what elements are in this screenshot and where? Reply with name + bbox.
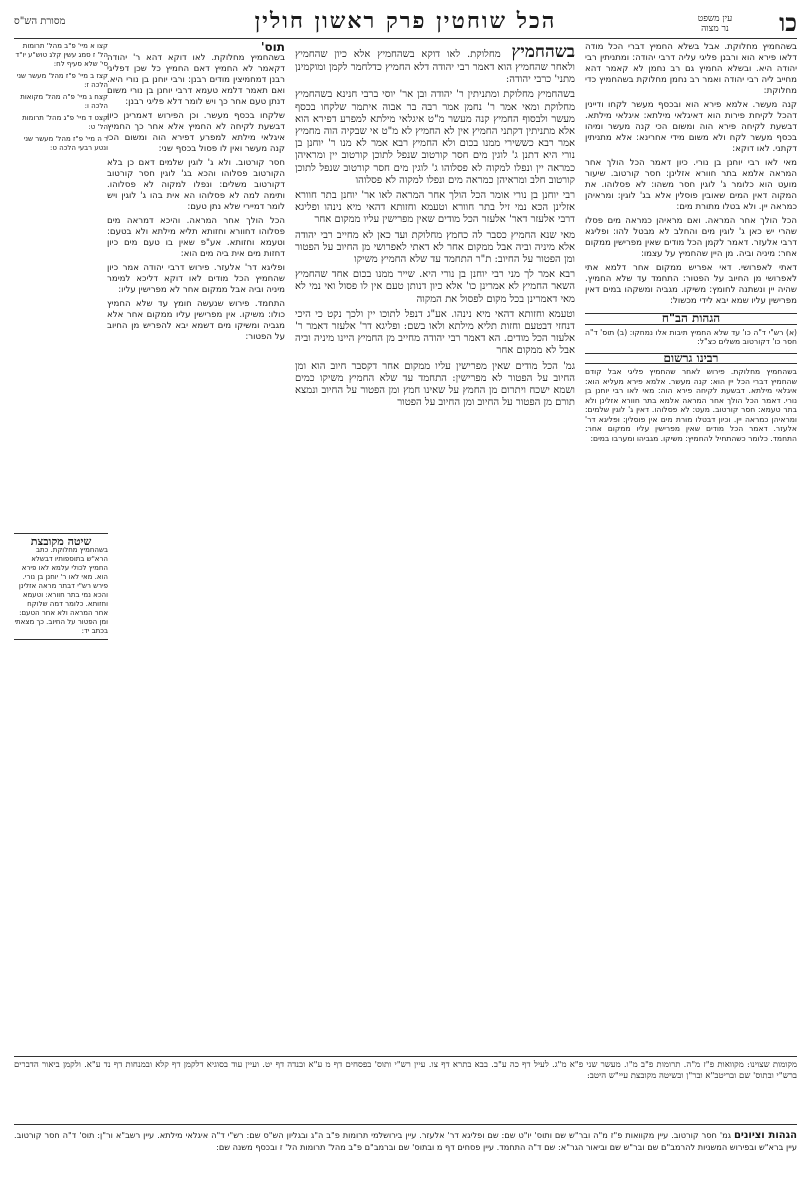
tosafot-paragraph: בשהחמיץ מחלוקת. לאו דוקא דהא ר' יהודה דקאמר לא החמיץ דאם החמיץ כל שכן דפליגי רבנן דמחמיצין מודים רבנן: ורבי יוחנן בן נורי היא. ואם תאמר דלמא טעמא דרבי יוחנן בן נורי משום דנתן טעם אחר כך ויש לומר דלא פליגי רבנן:: [107, 53, 285, 107]
hagahot-box: [585, 313, 797, 347]
footer-rule: [14, 1124, 797, 1125]
shita-mekubetzet-title: שיטה מקובצת: [30, 535, 92, 548]
footer-notes: [14, 1130, 797, 1190]
ein-mishpat-entry: קצז ב מיי' פ"ז מהל' מעשר שני הלכה ז:: [16, 72, 108, 89]
tosafot-column: [107, 42, 285, 1052]
bottom-commentary: מקומות שצוינו: מקוואות פ"ז מ"ה. תרומות פ"ב מ"ו. מעשר שני פ"א מ"ג. לעיל דף כה ע"ב. בבא בתרא דף צו. עיין רש"י ותוס' בפסחים דף מ ע"א ובנדה דף יט. ועיין עוד בסוגיא דלקמן דף קלא ובמנחות דף נד ע"א. ולקמן ביאור הדברים ברש"י ובתוס' שם ובריטב"א ובר"ן ובשיטה מקובצת עיי"ש היטב:: [14, 1060, 797, 1081]
tosafot-paragraph: חסר קורטוב. ולא ג' לוגין שלמים דאם כן בלא הקורטוב פסלוהו והכא בג' לוגין חסר קורטוב דקורטוב משלים: ונפלו למקוה לא פסלוהו. ותימה למה לא פסלוהו הא אית בהו ג' לוגין ויש לומר דמיירי שלא נתן טעם:: [107, 158, 285, 212]
gemara-paragraph: רבי יוחנן בן נורי אומר הכל הולך אחר המראה לאו אר' יוחנן בתר חוורא אזלינן הכא נמי זיל בתר חוורא וטעמא וחזותא דהאי מיא נינהו ופליגא דרבי אלעזר דאר' אלעזר הכל מודים שאין מפרישין עליו ממקום אחר: [295, 190, 575, 226]
gemara-paragraph: בשהחמיץ מחלוקת ומתניתין ר' יהודה ובן אר' יוסי ברבי חנינא בשהחמיץ מחלוקת ומאי אמר ר' נחמן אמר רבה בר אבוה איתמר שלקחו בכסף מעשר ולבסוף החמיץ קנה מעשר מ"ט איגלאי מילתא למפרע דפירא הוא אלא מתניתין דקתני החמיץ אין לא החמיץ לא מ"ט אי שבקיה הוה מחמיץ אמר רבא כששירי ממנו בכום ולא החמיץ רבא אמר לא מנו ר' יוחנן בן נורי היא דתנן ג' לוגין מים חסר קורטוב שנפל לתוכן קורטוב יין ומראיהן כמראה יין ונפלו למקוה לא פסלוהו ג' לוגין מים חסר קורטוב שנפל לתוכן קורטוב חלב ומראיהן כמראה מים ונפלו למקוה לא פסלוהו: [295, 89, 575, 186]
gemara-column: [295, 42, 575, 1052]
bottom-rule: [14, 1056, 797, 1057]
ein-mishpat-label: עין משפט נר מצוה: [697, 14, 733, 34]
tosafot-title: תוס': [260, 42, 285, 54]
rabbeinu-gershom-title: רבינו גרשום: [585, 353, 797, 365]
rashi-paragraph: הכל הולך אחר המראה. ואם מראיהן כמראה מים פסלו שהרי יש כאן ג' לוגין מים והחלב לא מבטל להו: ופליגא דרבי אלעזר. דאמר לקמן הכל מודים שאין מפרישין ממקום אחר: מיניה וביה. מן היין שהחמיץ על עצמו:: [585, 216, 797, 259]
page-number: כו: [779, 8, 797, 37]
page-header: [14, 8, 797, 38]
rashi-paragraph: דאתי לאפרושי. דאי אפריש ממקום אחר דלמא אתי לאפרושי מן החיוב על הפטור: התחמד עד שלא החמיץ. שהיה יין ונשתנה לחומץ: משיקו. מגביה ומשקהו במים דאין מפרישין עליו שמא יבא לידי מכשול:: [585, 263, 797, 306]
rashi-column: [585, 42, 797, 1052]
tosafot-paragraph: התחמד. פירוש שנעשה חומץ עד שלא החמיץ כולו: משיקו. אין מפרישין עליו ממקום אחר אלא מגביה ומשיקו מים דשמא יבא להפריש מן החיוב על הפטור:: [107, 299, 285, 342]
gemara-paragraph: גמ' הכל מודים שאין מפרישין עליו ממקום אחר דקסבר חיוב הוא ומן החיוב על הפטור לא מפרישין: התחמד עד שלא החמיץ משיקו כמים ושמא ישכח ויתרום מן החמץ על שאינו חמץ ומן הפטור על החיוב ונמצא תורם מן הפטור על החיוב ומן החיוב על הפטור: [295, 360, 575, 409]
footer-text: גמ' חסר קורטוב. עיין מקוואות פ"ז מ"ה ובר"ש שם ותוס' יו"ט שם: שם ופליגא דר' אלעזר. עיין בירושלמי תרומות פ"ב ה"ג ובגליון הש"ס שם: רש"י ד"ה איגלאי מילתא. עיין רשב"א ור"ן: תוס' ד"ה חסר קורטוב. עיין ברא"ש ובפירוש המשניות להרמב"ם שם ובר"ש שם וביאור הגר"א: שם ד"ה התחמד. עיין פסחים דף מ ובתוס' שם וברמב"ם פ"ב מהל' תרומות הל' ז ובכסף משנה שם:: [14, 1130, 797, 1152]
shita-mekubetzet-text: בשהחמיץ מחלוקת. כתב הרא"ש בתוספותיו דבשלא החמיץ לכולי עלמא לאו פירא הוא. מאי לאו ר' יוחנן בן נורי. פירש רש"י דבתר מראה אזלינן והכא נמי בתר חוורא: וטעמא וחזותא. כלומר דמה שלוקח אחר המראה ולא אחר הטעם: ומן הפטור על החיוב. כך מצאתי בכתב יד:: [14, 546, 108, 635]
tosafot-paragraph: ופליגא דר' אלעזר. פירוש דרבי יהודה אמר כיון שהחמיץ הכל מודים לאו דוקא דליכא למימר מיניה וביה אבל ממקום אחר לא מפרישין עליו:: [107, 263, 285, 295]
rabbeinu-gershom-text: בשהחמיץ מחלוקת. פירוש לאחר שהחמיץ פליגי אבל קודם שהחמיץ דברי הכל יין הוא: קנה מעשר. אלמא פירא מעליא הוא: איגלאי מילתא. דבשעת לקיחה פירא הוה: מאי לאו רבי יוחנן בן נורי. דאמר הכל הולך אחר המראה אלמא בתר חוורא אזלינן ולא בתר טעמא: חסר קורטוב. מעט: לא פסלוהו. דאין ג' לוגין שלמים: ומראיהן כמראה יין. וכיון דבטלו מורת מים אין פוסלין: ופליגא דר' אלעזר. דאמר הכל מודים שאין מפרישין עליו ממקום אחר: התחמד. כלומר כשהתחיל להחמיץ: משיקו. מגביהו ומערבו במים:: [585, 367, 797, 443]
footer-label: הגהות וציונים: [733, 1130, 797, 1141]
hagahot-text: (א) רש"י ד"ה כו' עד שלא החמיץ תיבות אלו נמחקו: (ב) תוס' ד"ה חסר כו' דקורטוב משלים כצ"ל:: [585, 327, 797, 346]
ein-mishpat-entry: קצט ד מיי' פ"ג מהל' תרומות הל' ט:: [22, 114, 108, 131]
rabbeinu-gershom-box: [585, 350, 797, 444]
left-margin: [14, 42, 108, 1052]
ein-mishpat-entry: קצו א מיי' פ"ב מהל' תרומות הל' ז סמג עשין קלג טוש"ע יו"ד סי' שלא סעיף לח:: [15, 42, 108, 68]
gemara-opening: [295, 42, 575, 86]
gemara-paragraph: מאי שנא החמיץ כסבר לה כחמץ מחלוקת ועד כאן לא מחייב רבי יהודה אלא מיניה וביה אבל ממקום אחר לא דאתי לאפרושי מן החיוב על הפטור ומן הפטור על החיוב: ת"ר התחמד עד שלא החמיץ משיקו: [295, 229, 575, 266]
opening-text: מחלוקת. לאו דוקא בשהחמיץ אלא כיון שהחמיץ ולאחר שהחמיץ הוא דאמר רבי יהודה דלא החמיץ כדלחמר לקמן ומוקמינן מתני' כרבי יהודה:: [295, 49, 575, 86]
rashi-paragraph: קנה מעשר. אלמא פירא הוא ובכסף מעשר לקחו ודיינין דהכל לקיחת פירות הוא דאיגלאי מילתא: איגלאי מילתא. דבשעת לקיחה פירא הוה ומשום הכי קנה מעשר ומיהו בכסף מעשר לקח ולא משום מידי אחרינא: אלא מתניתין דקתני. לאו דוקא:: [585, 100, 797, 154]
rashi-paragraph: מאי לאו רבי יוחנן בן נורי. כיון דאמר הכל הולך אחר המראה אלמא בתר חוורא אזלינן: חסר קורטוב. שיעור מועט הוא כלומר ג' לוגין חסר משהו: לא פסלוהו. את המקוה דאין המים שאובין פוסלין אלא בג' לוגין: ומראיהן כמראה יין. ולא בטלו מתורת מים:: [585, 158, 797, 212]
hagahot-title: הגהות הב"ח: [585, 313, 797, 325]
rashi-paragraph: בשהחמיץ מחלוקת. אבל בשלא החמיץ דברי הכל מודה דלאו פירא הוא ורבנן פליגי עליה דרבי יהודה: ומתניתין רבי יהודה היא. ובשלא החמיץ גם רב נחמן לא קאמר דהא מחייב ליה רבי יהודה ואמר רב נחמן מחלוקת בשהחמיץ כדי מחלוקת:: [585, 42, 797, 96]
tosafot-paragraph: שלקחו בכסף מעשר. וכן הפירוש דאמרינן כיון דבשעת לקיחה לא החמיץ אלא אחר כך החמיץ איגלאי מילתא למפרע דפירא הוה ומשום הכי קנה מעשר ואין לו פסול בכסף שני:: [107, 111, 285, 154]
shita-mekubetzet-box: [14, 533, 108, 640]
opening-word: בשהחמיץ: [511, 42, 575, 62]
header-rule: [14, 38, 797, 39]
tosafot-paragraph: הכל הולך אחר המראה. והיכא דמראה מים פסלוהו דחוורא וחזותא תליא מילתא ולא בטעם: וטעמא וחזותא. אע"פ שאין בו טעם מים כיון דחזות מים אית ביה מים הוא:: [107, 216, 285, 259]
gemara-paragraph: וטעמא וחזותא דהאי מיא נינהו. אע"ג דנפל לתוכו יין ולכך נקט כי היכי דנחזי דבטעם וחזות תליא מילתא ולאו בשם: ופליגא דר' אלעזר דאמר ר' אלעזר הכל מודים. הא דאמר רבי יהודה מחייב מן החמיץ היינו מיניה וביה אבל לא ממקום אחר: [295, 308, 575, 357]
page-title: הכל שוחטין פרק ראשון חולין: [254, 8, 557, 34]
mesoret-hashas-label: מסורת הש"ס: [14, 16, 66, 27]
gemara-paragraph: רבא אמר לך מני רבי יוחנן בן נורי היא. שייר ממנו בכום אחד שהחמיץ השאר החמיץ לא אמרינן כו' אלא כיון דנותן טעם אין לו פסול ואי נמי לא מאי דאמרינן בכל מקום לפסול את המקוה: [295, 269, 575, 305]
ein-mishpat-entry: ר ה מיי' פ"ז מהל' מעשר שני ונטע רבעי הלכה ט:: [23, 135, 108, 152]
ein-mishpat-entry: קצח ג מיי' פ"ה מהל' מקואות הלכה ו:: [20, 93, 108, 110]
